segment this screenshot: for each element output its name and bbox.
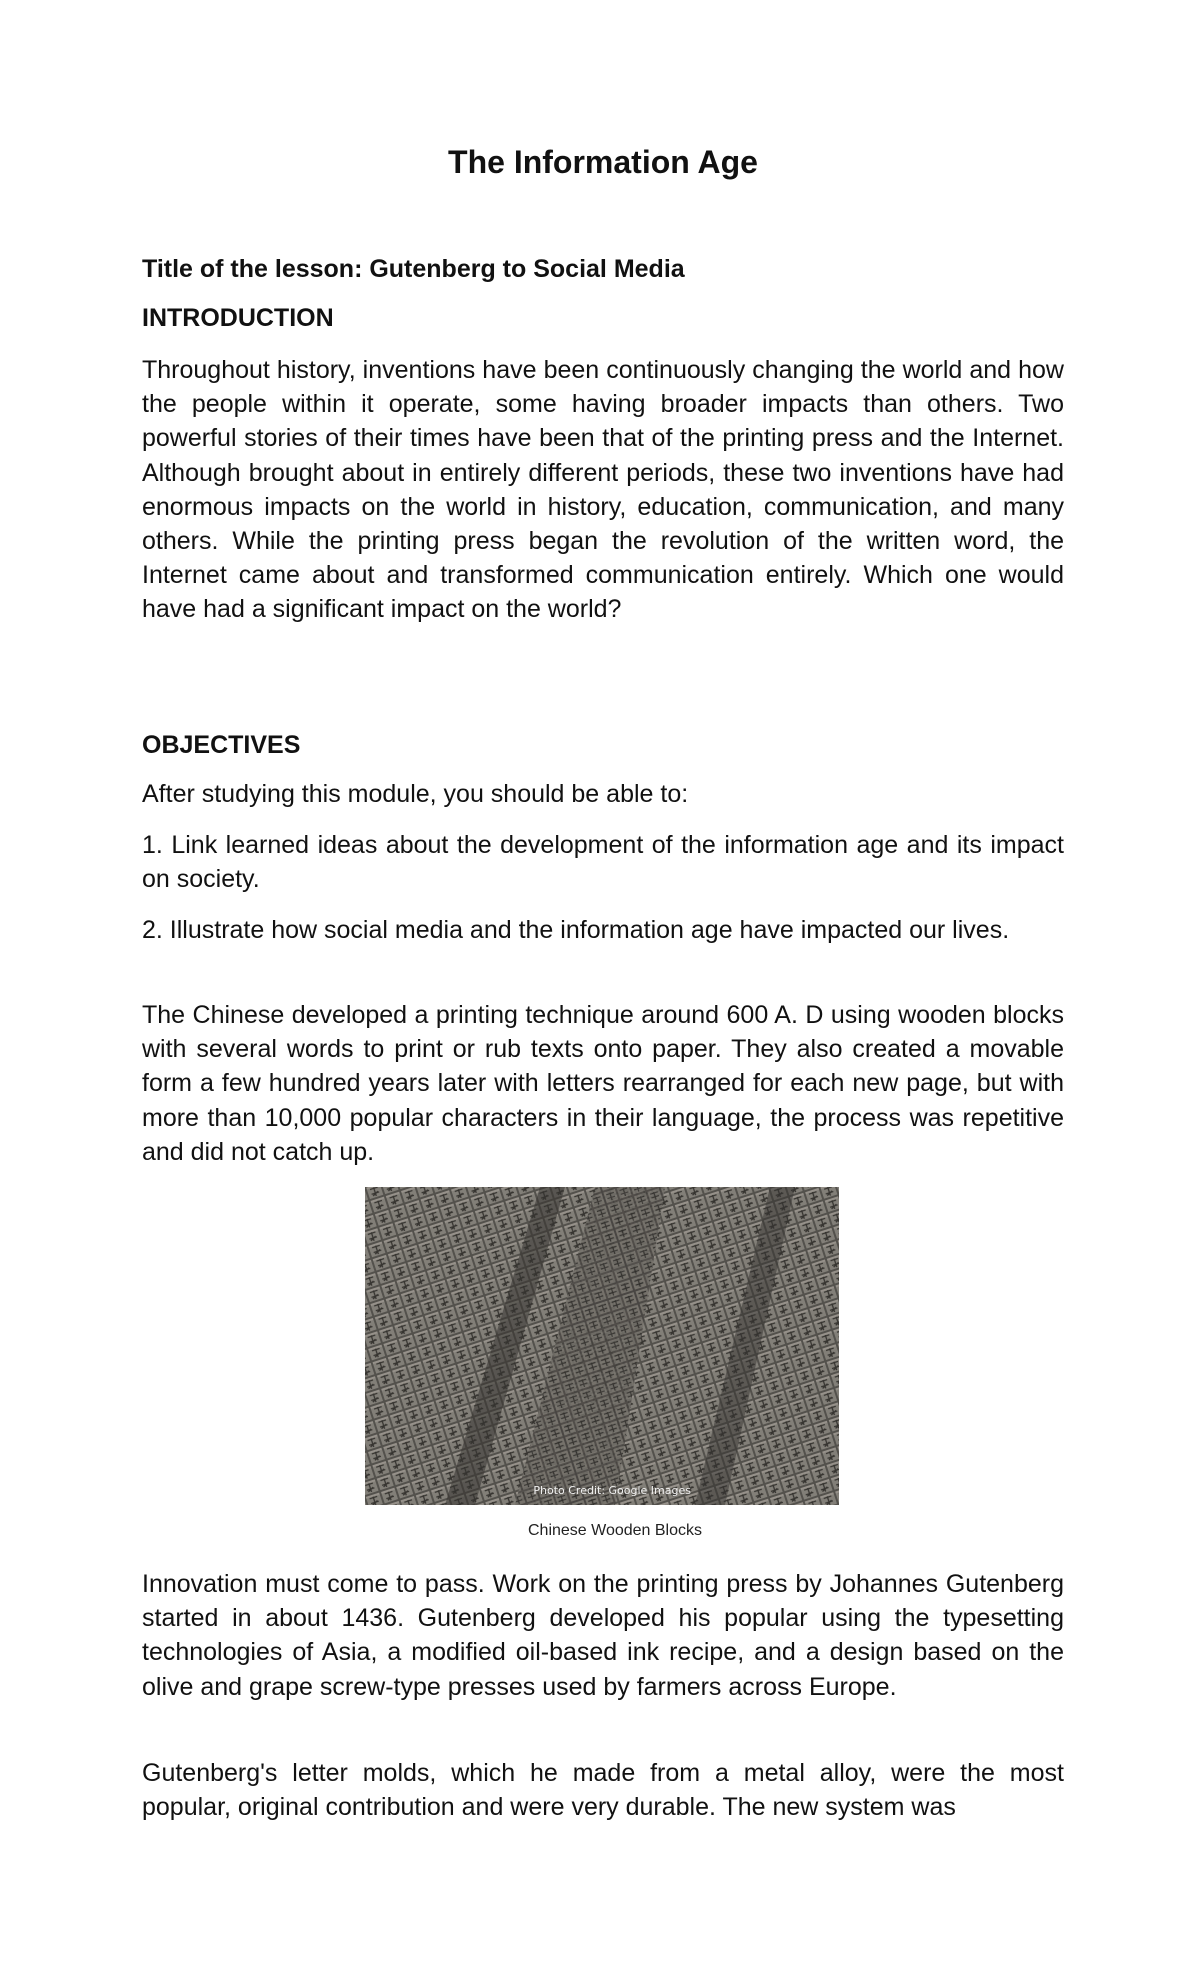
lesson-title: Title of the lesson: Gutenberg to Social Media bbox=[142, 255, 685, 283]
type-blocks-image bbox=[365, 1187, 839, 1505]
introduction-paragraph: Throughout history, inventions have been continuously changing the world and how the people within it operate, some having broader impacts than others. Two powerful stories of their times have been that of the printing press and the Internet. Although brought about in entirely different periods, these two inventions have had enormous impacts on the world in history, education, communication, and many others. While the printing press began the revolution of the written word, the Internet came about and transformed communication entirely. Which one would have had a significant impact on the world? bbox=[142, 356, 1064, 624]
photo-credit: Photo Credit: Google Images bbox=[533, 1484, 691, 1497]
chinese-printing-paragraph: The Chinese developed a printing technique around 600 A. D using wooden blocks with several words to print or rub texts onto paper. They also created a movable form a few hundred years later with letters rearranged for each new page, but with more than 10,000 popular characters in their language, the process was repetitive and did not catch up. bbox=[142, 1001, 1064, 1166]
introduction-heading: INTRODUCTION bbox=[142, 304, 334, 332]
objectives-intro: After studying this module, you should be able to: bbox=[142, 780, 689, 808]
figure-caption: Chinese Wooden Blocks bbox=[527, 1522, 703, 1539]
objectives-heading: OBJECTIVES bbox=[142, 731, 301, 759]
objective-item-1: 1. Link learned ideas about the development of the information age and its impact on society. bbox=[142, 831, 1064, 894]
chinese-wooden-blocks-photo bbox=[365, 1187, 839, 1505]
gutenberg-paragraph: Gutenberg's letter molds, which he made from a metal alloy, were the most popular, original contribution and were very durable. The new system was bbox=[142, 1759, 1064, 1822]
innovation-paragraph: Innovation must come to pass. Work on the printing press by Johannes Gutenberg started in about 1436. Gutenberg developed his popular using the typesetting technologies of Asia, a modified oil-based ink recipe, and a design based on the olive and grape screw-type presses used by farmers across Europe. bbox=[142, 1570, 1064, 1701]
document-title: The Information Age bbox=[448, 144, 758, 180]
objective-item-2: 2. Illustrate how social media and the information age have impacted our lives. bbox=[142, 916, 1010, 944]
